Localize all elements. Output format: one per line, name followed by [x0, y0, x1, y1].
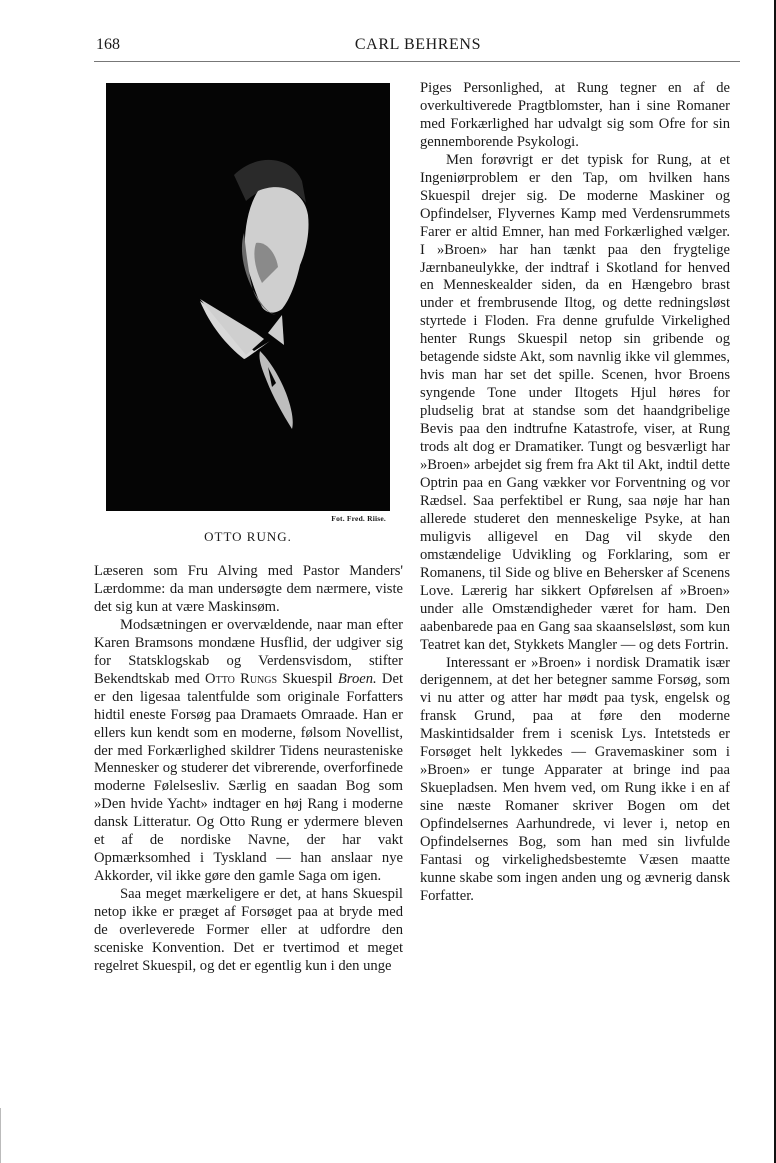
figure [106, 83, 390, 545]
scan-edge-left [0, 1108, 1, 1163]
text-run: Skuespil [277, 670, 338, 687]
page-number: 168 [96, 36, 120, 53]
portrait-photo [106, 83, 390, 511]
play-title-italic: Broen. [337, 670, 377, 687]
text-run: Modsætningen er overvældende, naar man efter Karen Bramsons mondæne Husflid, der udgiver sig for Statsklogskab og Verdensvisdom, stifter Bekendtskab med [94, 616, 403, 687]
right-column [420, 80, 730, 906]
left-column [94, 563, 403, 976]
photo-credit: Fot. Fred. Riise. [331, 514, 386, 523]
portrait-image-icon [106, 83, 390, 511]
paragraph: Interessant er »Broen» i nordisk Dramatik især derigennem, at det her betegner samme Forsøg, som vi nu atter og atter har mødt paa tysk, engelsk og fransk Grund, paa at føre den moderne Maskintidsalder frem i scenisk Lys. Intetsteds er Forsøget helt lykkedes — Gravemaskiner som i »Broen» er tunge Apparater at bringe ind paa Skuepladsen. Men hvem ved, om Rung ikke i en af sine næste Romaner skriver Bogen om det Opfindelsernes Aarhundrede, vi lever i, netop en Opfindelsernes Bog, som han med sin livfulde Fantasi og virkelighedsbestemte Væsen maatte kunne skabe som ingen anden ung og ævnerig dansk Forfatter. [420, 654, 730, 904]
paragraph: Saa meget mærkeligere er det, at hans Skuespil netop ikke er præget af Forsøget paa at bryde med de overleverede Former eller at udfordre den sceniske Konvention. Det er tvertimod et meget regelret Skuespil, og det er egentlig kun i den unge [94, 886, 403, 974]
paragraph [94, 617, 403, 886]
paragraph: Men forøvrigt er det typisk for Rung, at et Ingeniørproblem er den Tap, om hvilken hans Skuespil drejer sig. De moderne Maskiner og Opfindelser, Flyvernes Kamp med Verdensrummets Farer er altid Emner, han med Forkærlighed vælger. I »Broen» har han tænkt paa den frygtelige Jærnbaneulykke, der indtraf i Skotland for henved en Menneskealder siden, da en Hængebro brast under et frembrusende Iltog, og dette redningsløst styrtede i Floden. Fra denne grufulde Virkelighed henter Rungs Skuespil netop sin gribende og betagende sidste Akt, som navnlig ikke vil glemmes, hvis man har set det spille. Scenen, hvor Broens syngende Tone under Iltogets Hjul høres for pludselig brat at standse som det haandgribelige Bevis paa den indtrufne Katastrofe, viser, at Rung trods alt dog er Dramatiker. Tungt og besværligt har »Broen» arbejdet sig frem fra Akt til Akt, indtil dette Optrin paa en Gang vækker vor Forventning og vor Rædsel. Saa perfektibel er Rung, saa nøje har han allerede studeret den menneskelige Psyke, at han muligvis alligevel en Dag vil skyde den omstændelige Udvikling og Forklaring, som er Romanens, til Side og blive en Behersker af Scenens Love. Lærerig har sikkert Opførelsen af »Broen» under alle Omstændigheder været for ham. Den aabenbarede paa en Gang saa skaanselsløst, som kun Teatret kan det, Stykkets Mangler — og dets Fortrin. [420, 151, 730, 653]
header-rule [94, 61, 740, 62]
paragraph: Læseren som Fru Alving med Pastor Manders' Lærdomme: da man undersøgte dem nærmere, viste det sig kun at være Maskinsøm. [94, 563, 403, 615]
figure-caption: OTTO RUNG. [204, 529, 292, 544]
text-run: Det er den ligesaa talentfulde som originale Forfatters hidtil eneste Forsøg paa Dramaets Omraade. Han er ellers kun kendt som en moderne, følsom Novellist, der med Forkærlighed skildrer Tidens neurasteniske Mennesker og studerer det vibrerende, overforfinede moderne Følelsesliv. Særlig en saadan Bog som »Den hvide Yacht» indtager en høj Rang i moderne dansk Litteratur. Og Otto Rung er ydermere bleven et af de nordiske Navne, der har vakt Opmærksomhed i Tyskland — han anslaar nye Akkorder, vil ikke gøre den gamle Saga om igen. [94, 670, 404, 885]
running-head: CARL BEHRENS [354, 36, 482, 53]
author-name-smallcaps: Otto Rungs [205, 670, 278, 687]
paragraph: Piges Personlighed, at Rung tegner en af de overkultiverede Pragtblomster, han i sine Romaner med Forkærlighed har udvalgt sig som Ofre for sin gennemborende Psykologi. [420, 80, 730, 150]
